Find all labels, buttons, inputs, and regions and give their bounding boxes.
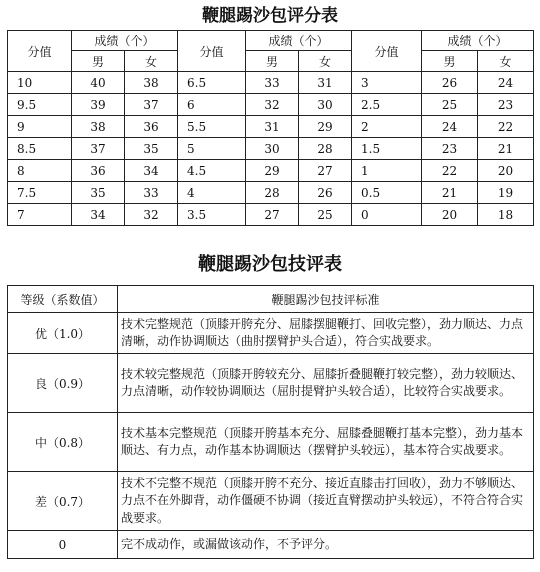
male-count-cell: 29: [246, 160, 299, 182]
tech-table: [7, 285, 534, 559]
grade-cell: 优（1.0）: [8, 313, 118, 354]
male-count-cell: 39: [72, 94, 125, 116]
female-count-cell: 24: [478, 72, 534, 94]
female-header: 女: [299, 51, 352, 72]
tech-row: [8, 472, 534, 531]
gender-header-row: [8, 51, 534, 72]
score-row: [8, 182, 534, 204]
male-count-cell: 36: [72, 160, 125, 182]
male-count-cell: 20: [422, 204, 478, 226]
grade-cell: 良（0.9）: [8, 354, 118, 413]
male-count-cell: 38: [72, 116, 125, 138]
female-count-cell: 31: [299, 72, 352, 94]
male-count-cell: 22: [422, 160, 478, 182]
male-count-cell: 30: [246, 138, 299, 160]
score-row: [8, 72, 534, 94]
tech-row: [8, 413, 534, 472]
grade-col-header: 等级（系数值）: [8, 286, 118, 313]
tech-row: [8, 354, 534, 413]
tech-row: [8, 313, 534, 354]
male-count-cell: 23: [422, 138, 478, 160]
female-count-cell: 25: [299, 204, 352, 226]
criteria-cell: 技术不完整不规范（顶膝开胯不充分、接近直膝击打回收），劲力不够顺达、力点不在外脚背，动作僵硬不协调（接近直臂摆动护头较远），不符合符合实战要求。: [118, 472, 534, 531]
male-header: 男: [72, 51, 125, 72]
male-count-cell: 32: [246, 94, 299, 116]
male-count-cell: 37: [72, 138, 125, 160]
score-value-cell: 1.5: [352, 138, 422, 160]
female-count-cell: 29: [299, 116, 352, 138]
female-count-cell: 19: [478, 182, 534, 204]
score-row: [8, 160, 534, 182]
male-count-cell: 21: [422, 182, 478, 204]
score-col-header: 分值: [178, 31, 246, 72]
female-count-cell: 36: [125, 116, 178, 138]
grade-cell: 0: [8, 531, 118, 559]
score-row: [8, 94, 534, 116]
female-count-cell: 38: [125, 72, 178, 94]
score-value-cell: 8.5: [8, 138, 72, 160]
female-count-cell: 26: [299, 182, 352, 204]
male-count-cell: 27: [246, 204, 299, 226]
score-value-cell: 5.5: [178, 116, 246, 138]
female-count-cell: 23: [478, 94, 534, 116]
female-count-cell: 33: [125, 182, 178, 204]
female-count-cell: 27: [299, 160, 352, 182]
male-count-cell: 33: [246, 72, 299, 94]
grade-cell: 差（0.7）: [8, 472, 118, 531]
score-row: [8, 138, 534, 160]
female-count-cell: 21: [478, 138, 534, 160]
criteria-cell: 技术较完整规范（顶膝开胯较充分、屈膝折叠腿鞭打较完整），劲力较顺达、力点清晰，动作较协调顺达（屈肘提臂护头较合适），比较符合实战要求。: [118, 354, 534, 413]
score-value-cell: 4: [178, 182, 246, 204]
score-col-header: 分值: [8, 31, 72, 72]
female-count-cell: 20: [478, 160, 534, 182]
female-header: 女: [125, 51, 178, 72]
tech-table-title: 鞭腿踢沙包技评表: [198, 254, 342, 275]
male-header: 男: [246, 51, 299, 72]
criteria-col-header: 鞭腿踢沙包技评标准: [118, 286, 534, 313]
male-count-cell: 35: [72, 182, 125, 204]
result-col-header: 成绩（个）: [246, 31, 352, 51]
male-count-cell: 31: [246, 116, 299, 138]
female-count-cell: 32: [125, 204, 178, 226]
criteria-cell: 技术基本完整规范（顶膝开胯基本充分、屈膝叠腿鞭打基本完整），劲力基本顺达、有力点，动作基本协调顺达（摆臂护头较远），基本符合实战要求。: [118, 413, 534, 472]
score-value-cell: 6.5: [178, 72, 246, 94]
male-count-cell: 24: [422, 116, 478, 138]
score-table-title: 鞭腿踢沙包评分表: [202, 6, 338, 26]
female-count-cell: 28: [299, 138, 352, 160]
female-count-cell: 34: [125, 160, 178, 182]
male-count-cell: 40: [72, 72, 125, 94]
female-count-cell: 18: [478, 204, 534, 226]
score-value-cell: 8: [8, 160, 72, 182]
score-value-cell: 7: [8, 204, 72, 226]
female-count-cell: 37: [125, 94, 178, 116]
score-value-cell: 3: [352, 72, 422, 94]
female-count-cell: 35: [125, 138, 178, 160]
score-value-cell: 3.5: [178, 204, 246, 226]
tech-header-row: [8, 286, 534, 313]
score-table: [7, 30, 534, 226]
female-count-cell: 30: [299, 94, 352, 116]
score-value-cell: 5: [178, 138, 246, 160]
male-count-cell: 25: [422, 94, 478, 116]
male-count-cell: 34: [72, 204, 125, 226]
score-value-cell: 7.5: [8, 182, 72, 204]
score-value-cell: 2.5: [352, 94, 422, 116]
score-row: [8, 116, 534, 138]
criteria-cell: 技术完整规范（顶膝开胯充分、屈膝摆腿鞭打、回收完整），劲力顺达、力点清晰，动作协调顺达（曲肘摆臂护头合适），符合实战要求。: [118, 313, 534, 354]
male-header: 男: [422, 51, 478, 72]
score-col-header: 分值: [352, 31, 422, 72]
result-col-header: 成绩（个）: [422, 31, 534, 51]
criteria-cell: 完不成动作，或漏做该动作，不予评分。: [118, 531, 534, 559]
score-value-cell: 0: [352, 204, 422, 226]
male-count-cell: 26: [422, 72, 478, 94]
male-count-cell: 28: [246, 182, 299, 204]
score-value-cell: 2: [352, 116, 422, 138]
female-count-cell: 22: [478, 116, 534, 138]
score-value-cell: 0.5: [352, 182, 422, 204]
score-value-cell: 10: [8, 72, 72, 94]
result-col-header: 成绩（个）: [72, 31, 178, 51]
score-header-row: [8, 31, 534, 51]
score-value-cell: 9.5: [8, 94, 72, 116]
female-header: 女: [478, 51, 534, 72]
score-value-cell: 4.5: [178, 160, 246, 182]
score-row: [8, 204, 534, 226]
score-value-cell: 9: [8, 116, 72, 138]
tech-row: [8, 531, 534, 559]
score-value-cell: 6: [178, 94, 246, 116]
score-value-cell: 1: [352, 160, 422, 182]
grade-cell: 中（0.8）: [8, 413, 118, 472]
